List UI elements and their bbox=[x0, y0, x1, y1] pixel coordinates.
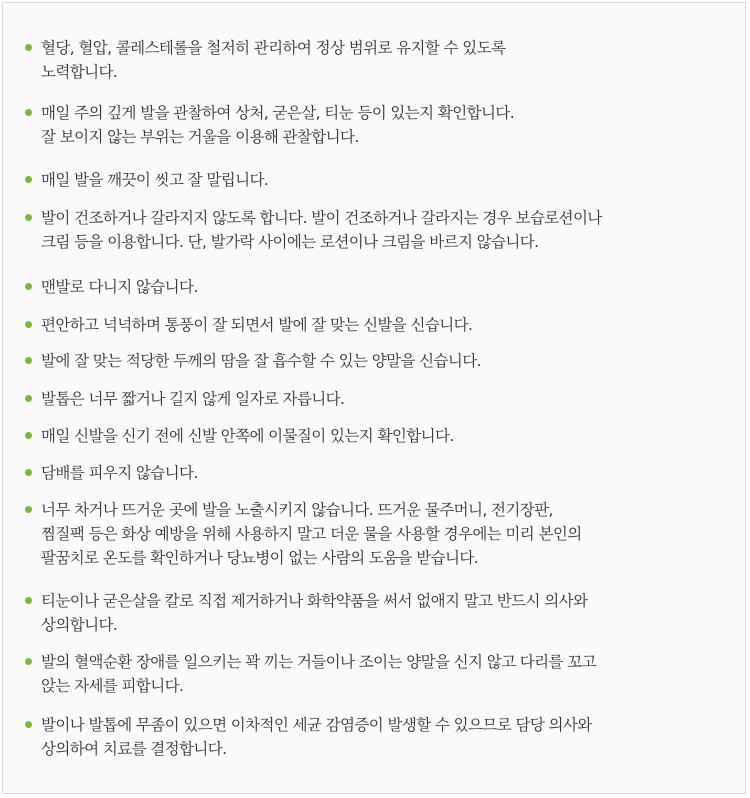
list-item-text: 발톱은 너무 짧거나 길지 않게 일자로 자릅니다. bbox=[41, 390, 345, 408]
list-item-text: 발이 건조하거나 갈라지지 않도록 합니다. 발이 건조하거나 갈라지는 경우 보습로션이나 크림 등을 이용합니다. 단, 발가락 사이에는 로션이나 크림을 바르지 않습니다. bbox=[41, 209, 602, 251]
list-item-text: 매일 신발을 신기 전에 신발 안쪽에 이물질이 있는지 확인합니다. bbox=[41, 427, 454, 445]
list-item-text: 담배를 피우지 않습니다. bbox=[41, 464, 198, 482]
list-item-text: 발의 혈액순환 장애를 일으키는 꽉 끼는 거들이나 조이는 양말을 신지 않고 다리를 꼬고 앉는 자세를 피합니다. bbox=[41, 653, 596, 695]
bullet-icon bbox=[25, 109, 32, 116]
bullet-icon bbox=[25, 176, 32, 183]
list-item-text: 맨발로 다니지 않습니다. bbox=[41, 278, 198, 296]
list-item-text: 혈당, 혈압, 콜레스테롤을 철저히 관리하여 정상 범위로 유지할 수 있도록 노력합니다. bbox=[41, 39, 506, 81]
bullet-icon bbox=[25, 469, 32, 476]
bullet-icon bbox=[25, 395, 32, 402]
list-item-text: 티눈이나 굳은살을 칼로 직접 제거하거나 화학약품을 써서 없애지 말고 반드시 의사와 상의합니다. bbox=[41, 592, 588, 634]
list-item-text: 매일 주의 깊게 발을 관찰하여 상처, 굳은살, 티눈 등이 있는지 확인합니다. 잘 보이지 않는 부위는 거울을 이용해 관찰합니다. bbox=[41, 104, 515, 146]
list-item-text: 발에 잘 맞는 적당한 두께의 땀을 잘 흡수할 수 있는 양말을 신습니다. bbox=[41, 352, 481, 370]
list-item-text: 편안하고 넉넉하며 통풍이 잘 되면서 발에 잘 맞는 신발을 신습니다. bbox=[41, 316, 473, 334]
bullet-icon bbox=[25, 597, 32, 604]
bullet-icon bbox=[25, 44, 32, 51]
list-item-text: 매일 발을 깨끗이 씻고 잘 말립니다. bbox=[41, 171, 269, 189]
bullet-icon bbox=[25, 506, 32, 513]
bullet-icon bbox=[25, 283, 32, 290]
foot-care-list-box bbox=[2, 2, 746, 794]
bullet-icon bbox=[25, 432, 32, 439]
bullet-icon bbox=[25, 214, 32, 221]
bullet-icon bbox=[25, 321, 32, 328]
list-item-text: 발이나 발톱에 무좀이 있으면 이차적인 세균 감염증이 발생할 수 있으므로 담당 의사와 상의하여 치료를 결정합니다. bbox=[41, 716, 592, 758]
list-item-text: 너무 차거나 뜨거운 곳에 발을 노출시키지 않습니다. 뜨거운 물주머니, 전기장판, 찜질팩 등은 화상 예방을 위해 사용하지 말고 더운 물을 사용할 경우에는 미리 본인의 팔꿈치로 온도를 확인하거나 당뇨병이 없는 사람의 도움을 받습니다. bbox=[41, 501, 582, 567]
bullet-icon bbox=[25, 721, 32, 728]
bullet-icon bbox=[25, 658, 32, 665]
bullet-icon bbox=[25, 357, 32, 364]
